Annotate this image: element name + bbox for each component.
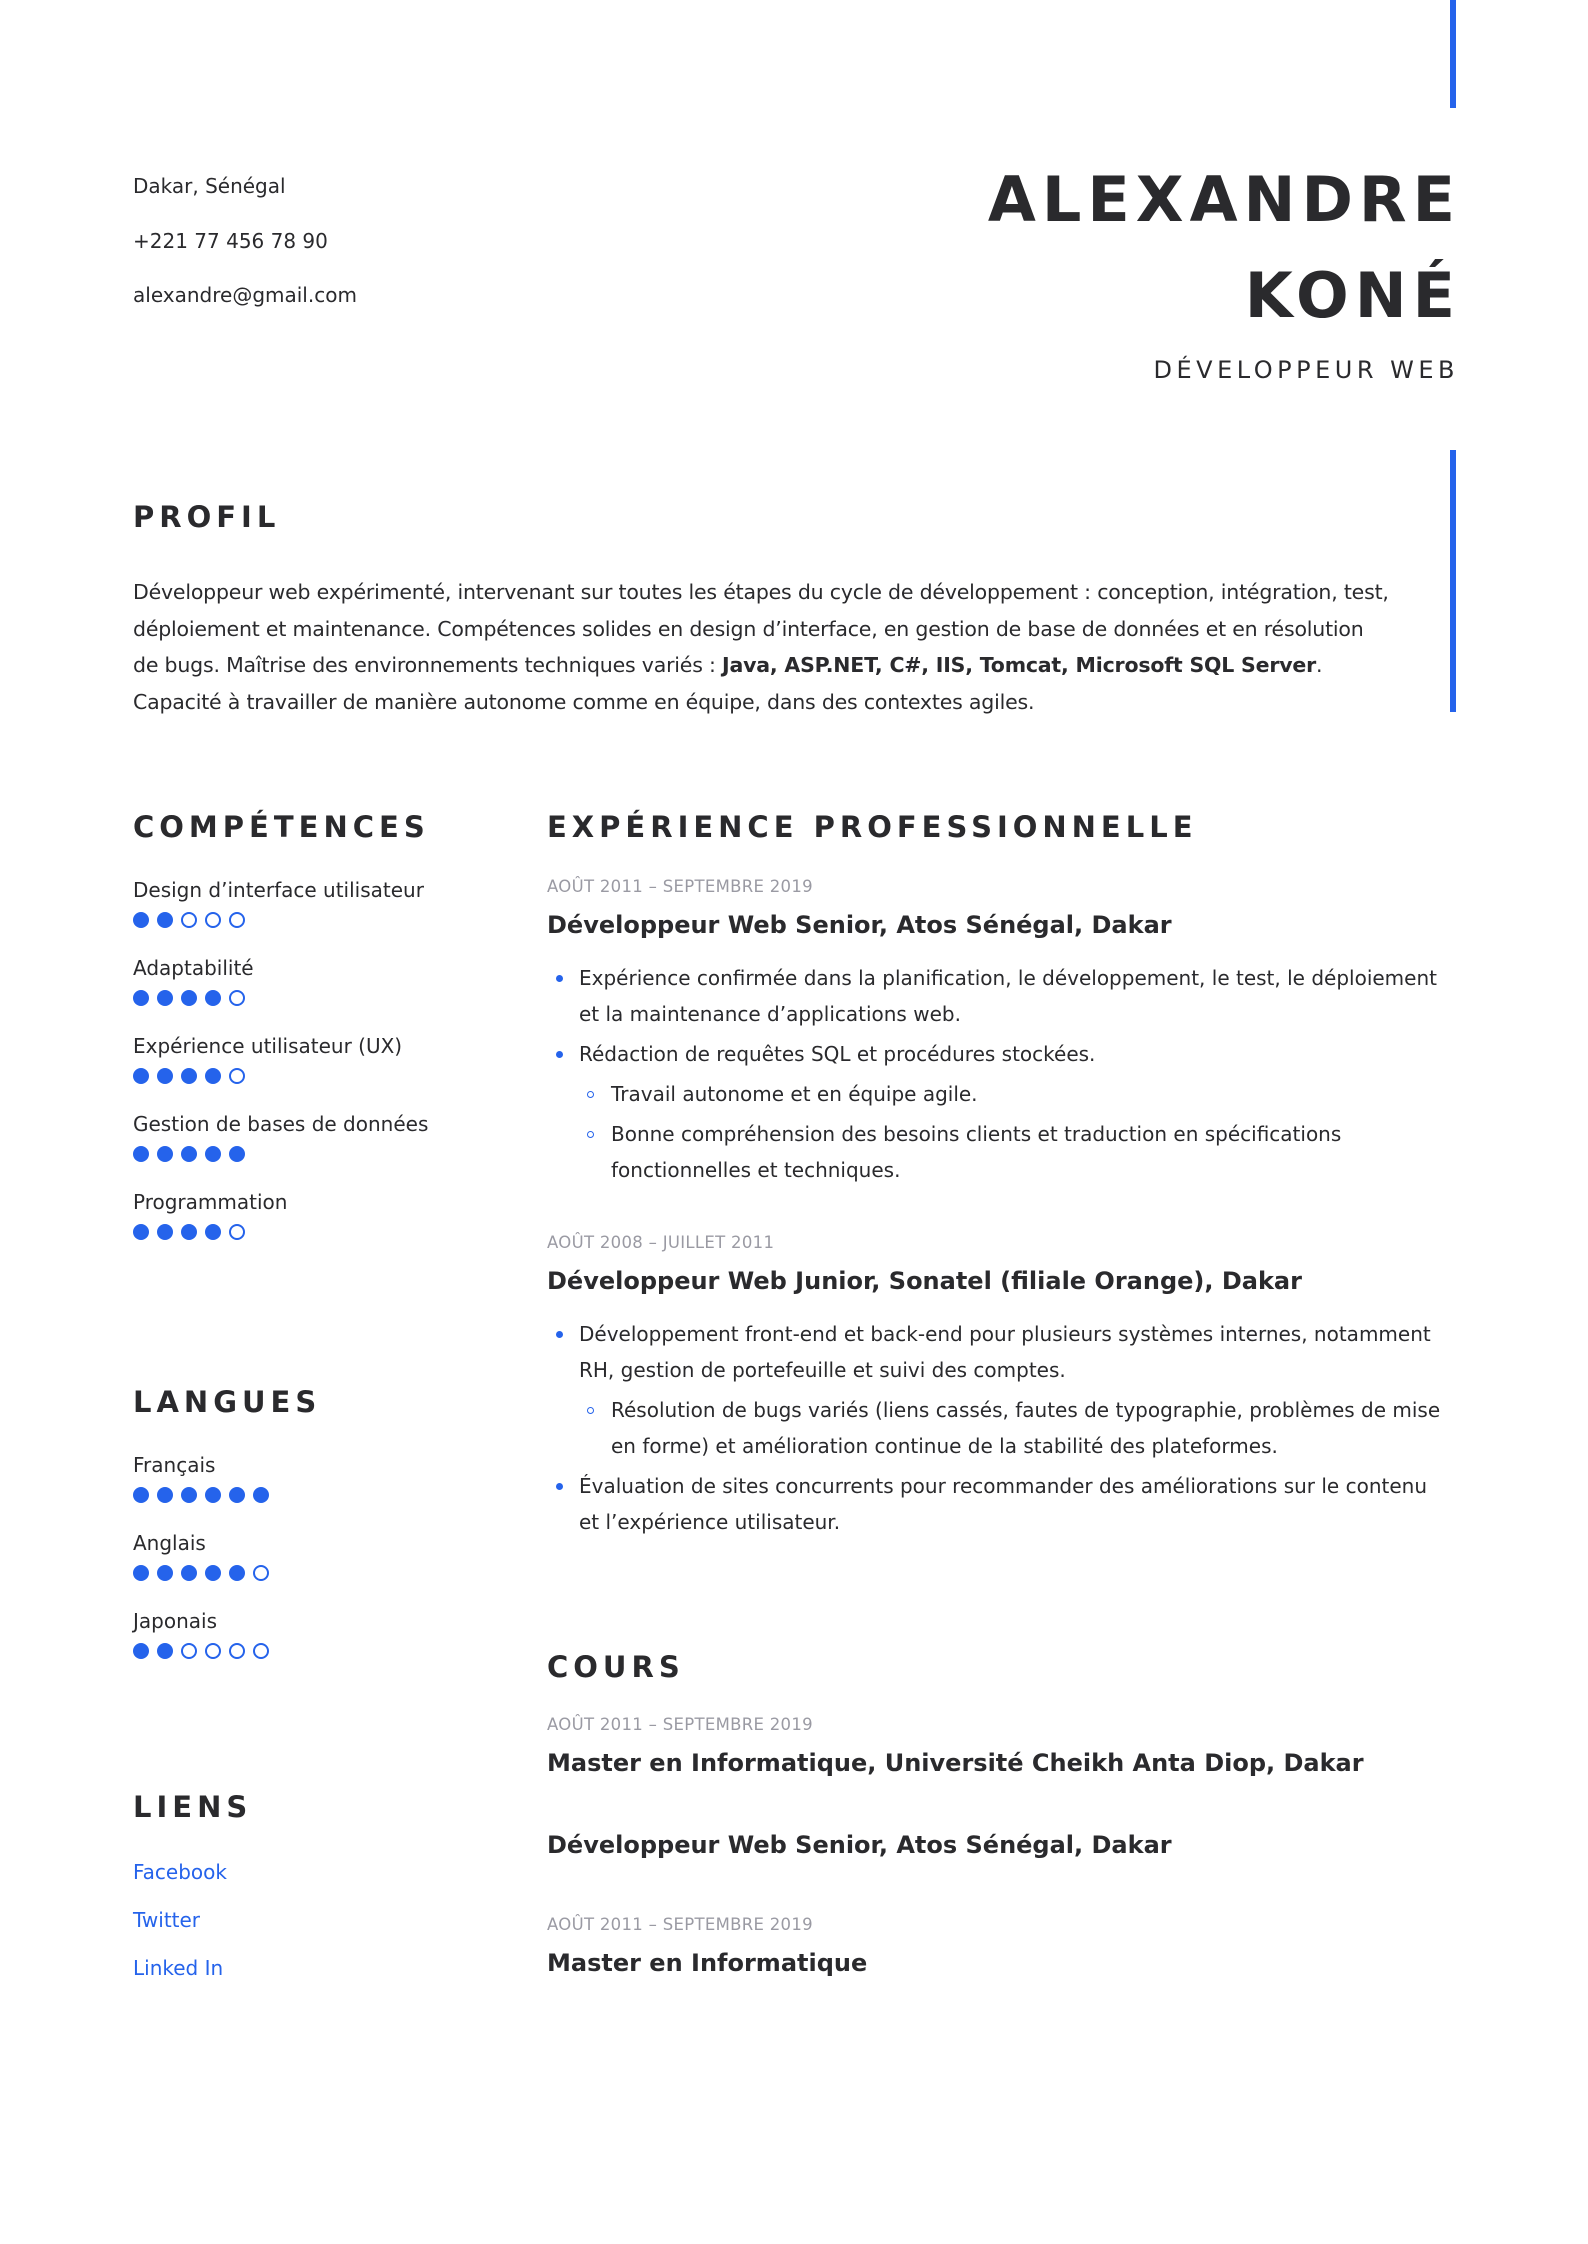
contact-phone: +221 77 456 78 90 — [133, 228, 328, 253]
filled-dot-icon — [133, 1643, 149, 1659]
profile-text — [133, 574, 1393, 720]
empty-dot-icon — [205, 912, 221, 928]
filled-bullet-icon — [556, 1051, 563, 1058]
course-title: Master en Informatique, Université Cheikh Anta Diop, Dakar — [547, 1749, 1364, 1777]
rating-dots — [133, 990, 513, 1006]
languages-title: LANGUES — [133, 1385, 322, 1419]
courses-title: COURS — [547, 1650, 685, 1684]
skill-item — [133, 1188, 513, 1240]
language-item — [133, 1607, 513, 1659]
skill-label: Design d’interface utilisateur — [133, 878, 424, 902]
filled-dot-icon — [205, 990, 221, 1006]
experience-title: EXPÉRIENCE PROFESSIONNELLE — [547, 810, 1198, 844]
course-date: AOÛT 2011 – SEPTEMBRE 2019 — [547, 1715, 813, 1734]
first-name: ALEXANDRE — [987, 163, 1461, 236]
course-entry — [547, 1914, 1467, 1980]
filled-dot-icon — [133, 1068, 149, 1084]
empty-dot-icon — [253, 1643, 269, 1659]
course-title: Master en Informatique — [547, 1949, 868, 1977]
languages-list — [133, 1451, 513, 1659]
languages-section — [133, 1385, 513, 1659]
language-label: Français — [133, 1453, 216, 1477]
empty-dot-icon — [229, 1224, 245, 1240]
course-entry — [547, 1714, 1467, 1780]
accent-bar-top — [1450, 0, 1456, 108]
filled-dot-icon — [133, 1487, 149, 1503]
bullet-text: Bonne compréhension des besoins clients et traduction en spécifications fonctionnelles et techniques. — [611, 1122, 1342, 1182]
filled-dot-icon — [157, 1068, 173, 1084]
filled-dot-icon — [181, 990, 197, 1006]
bullet-item — [547, 1468, 1439, 1540]
filled-dot-icon — [229, 1146, 245, 1162]
skill-label: Adaptabilité — [133, 956, 254, 980]
empty-dot-icon — [253, 1565, 269, 1581]
links-section — [133, 1790, 513, 1982]
contact-info — [133, 172, 357, 336]
contact-location: Dakar, Sénégal — [133, 174, 286, 198]
skill-item — [133, 876, 513, 928]
skills-title: COMPÉTENCES — [133, 810, 430, 844]
filled-dot-icon — [205, 1565, 221, 1581]
bullet-text: Rédaction de requêtes SQL et procédures stockées. — [579, 1042, 1096, 1066]
filled-dot-icon — [157, 1146, 173, 1162]
profile-section — [133, 500, 1393, 720]
links-title: LIENS — [133, 1790, 253, 1824]
filled-dot-icon — [181, 1565, 197, 1581]
filled-dot-icon — [205, 1068, 221, 1084]
empty-dot-icon — [205, 1643, 221, 1659]
course-title: Développeur Web Senior, Atos Sénégal, Dakar — [547, 1831, 1172, 1859]
experience-bullets — [547, 960, 1467, 1188]
bullet-text: Expérience confirmée dans la planification, le développement, le test, le déploiement et la maintenance d’applications web. — [579, 966, 1437, 1026]
filled-dot-icon — [157, 1487, 173, 1503]
skill-item — [133, 1110, 513, 1162]
filled-dot-icon — [229, 1565, 245, 1581]
bullet-text: Résolution de bugs variés (liens cassés, fautes de typographie, problèmes de mise en forme) et amélioration continue de la stabilité des plateformes. — [611, 1398, 1441, 1458]
contact-email: alexandre@gmail.com — [133, 283, 357, 307]
filled-dot-icon — [181, 1487, 197, 1503]
skill-label: Programmation — [133, 1190, 288, 1214]
filled-dot-icon — [205, 1146, 221, 1162]
hollow-bullet-icon — [587, 1131, 594, 1138]
bullet-item — [547, 1316, 1439, 1388]
profile-title: PROFIL — [133, 500, 281, 534]
language-label: Japonais — [133, 1609, 217, 1633]
empty-dot-icon — [229, 912, 245, 928]
rating-dots — [133, 1643, 513, 1659]
filled-dot-icon — [133, 912, 149, 928]
empty-dot-icon — [229, 990, 245, 1006]
filled-bullet-icon — [556, 1483, 563, 1490]
bullet-item — [547, 1392, 1441, 1464]
bullet-text: Développement front-end et back-end pour plusieurs systèmes internes, notamment RH, gestion de portefeuille et suivi des comptes. — [579, 1322, 1431, 1382]
hollow-bullet-icon — [587, 1407, 594, 1414]
language-item — [133, 1451, 513, 1503]
bullet-text: Travail autonome et en équipe agile. — [611, 1082, 978, 1106]
experience-title: Développeur Web Senior, Atos Sénégal, Dakar — [547, 911, 1172, 939]
filled-dot-icon — [133, 990, 149, 1006]
accent-bar-profile — [1450, 450, 1456, 712]
filled-bullet-icon — [556, 1331, 563, 1338]
link-twitter[interactable]: Twitter — [133, 1908, 201, 1932]
link-linkedin[interactable]: Linked In — [133, 1956, 224, 1980]
rating-dots — [133, 1487, 513, 1503]
bullet-item — [547, 1116, 1441, 1188]
filled-dot-icon — [181, 1068, 197, 1084]
name-block — [987, 152, 1461, 384]
filled-dot-icon — [157, 990, 173, 1006]
job-role: DÉVELOPPEUR WEB — [1153, 356, 1459, 384]
filled-dot-icon — [205, 1224, 221, 1240]
last-name: KONÉ — [1244, 259, 1461, 332]
experience-date: AOÛT 2011 – SEPTEMBRE 2019 — [547, 877, 813, 896]
profile-text-part: Développeur web expérimenté, intervenant sur toutes les étapes du cycle de développement : conception, intégration, test, déploiement et maintenance. Compétences solides en design d’interface, en gestion de base de données et en résolution de bugs. Maîtrise des environnements techniques variés : — [133, 580, 1389, 677]
empty-dot-icon — [181, 1643, 197, 1659]
language-label: Anglais — [133, 1531, 206, 1555]
experience-entry — [547, 876, 1467, 1188]
experience-entry — [547, 1232, 1467, 1540]
empty-dot-icon — [229, 1643, 245, 1659]
filled-dot-icon — [133, 1224, 149, 1240]
rating-dots — [133, 1146, 513, 1162]
experience-section — [547, 810, 1467, 1544]
hollow-bullet-icon — [587, 1091, 594, 1098]
skills-section — [133, 810, 513, 1240]
bullet-item — [547, 960, 1439, 1032]
course-date: AOÛT 2011 – SEPTEMBRE 2019 — [547, 1915, 813, 1934]
experience-date: AOÛT 2008 – JUILLET 2011 — [547, 1233, 775, 1252]
language-item — [133, 1529, 513, 1581]
filled-dot-icon — [181, 1224, 197, 1240]
filled-dot-icon — [253, 1487, 269, 1503]
course-entry — [547, 1828, 1467, 1862]
experience-title: Développeur Web Junior, Sonatel (filiale Orange), Dakar — [547, 1267, 1302, 1295]
experience-list — [547, 876, 1467, 1540]
profile-text-part: . Capacité à travailler de manière autonome comme en équipe, dans des contextes agiles. — [133, 653, 1323, 714]
filled-dot-icon — [157, 1643, 173, 1659]
rating-dots — [133, 1565, 513, 1581]
link-facebook[interactable]: Facebook — [133, 1860, 227, 1884]
rating-dots — [133, 1068, 513, 1084]
filled-dot-icon — [229, 1487, 245, 1503]
bullet-text: Évaluation de sites concurrents pour recommander des améliorations sur le contenu et l’expérience utilisateur. — [579, 1474, 1427, 1534]
experience-bullets — [547, 1316, 1467, 1540]
filled-bullet-icon — [556, 975, 563, 982]
bullet-item — [547, 1076, 1441, 1112]
empty-dot-icon — [229, 1068, 245, 1084]
bullet-item — [547, 1036, 1439, 1072]
filled-dot-icon — [157, 1565, 173, 1581]
courses-section — [547, 1650, 1467, 1980]
empty-dot-icon — [181, 912, 197, 928]
skill-item — [133, 954, 513, 1006]
profile-tech-stack: Java, ASP.NET, C#, IIS, Tomcat, Microsoft SQL Server — [722, 653, 1317, 677]
skills-list — [133, 876, 513, 1240]
filled-dot-icon — [133, 1565, 149, 1581]
rating-dots — [133, 1224, 513, 1240]
filled-dot-icon — [157, 912, 173, 928]
skill-item — [133, 1032, 513, 1084]
filled-dot-icon — [157, 1224, 173, 1240]
skill-label: Gestion de bases de données — [133, 1112, 429, 1136]
filled-dot-icon — [133, 1146, 149, 1162]
skill-label: Expérience utilisateur (UX) — [133, 1034, 403, 1058]
filled-dot-icon — [205, 1487, 221, 1503]
filled-dot-icon — [181, 1146, 197, 1162]
rating-dots — [133, 912, 513, 928]
